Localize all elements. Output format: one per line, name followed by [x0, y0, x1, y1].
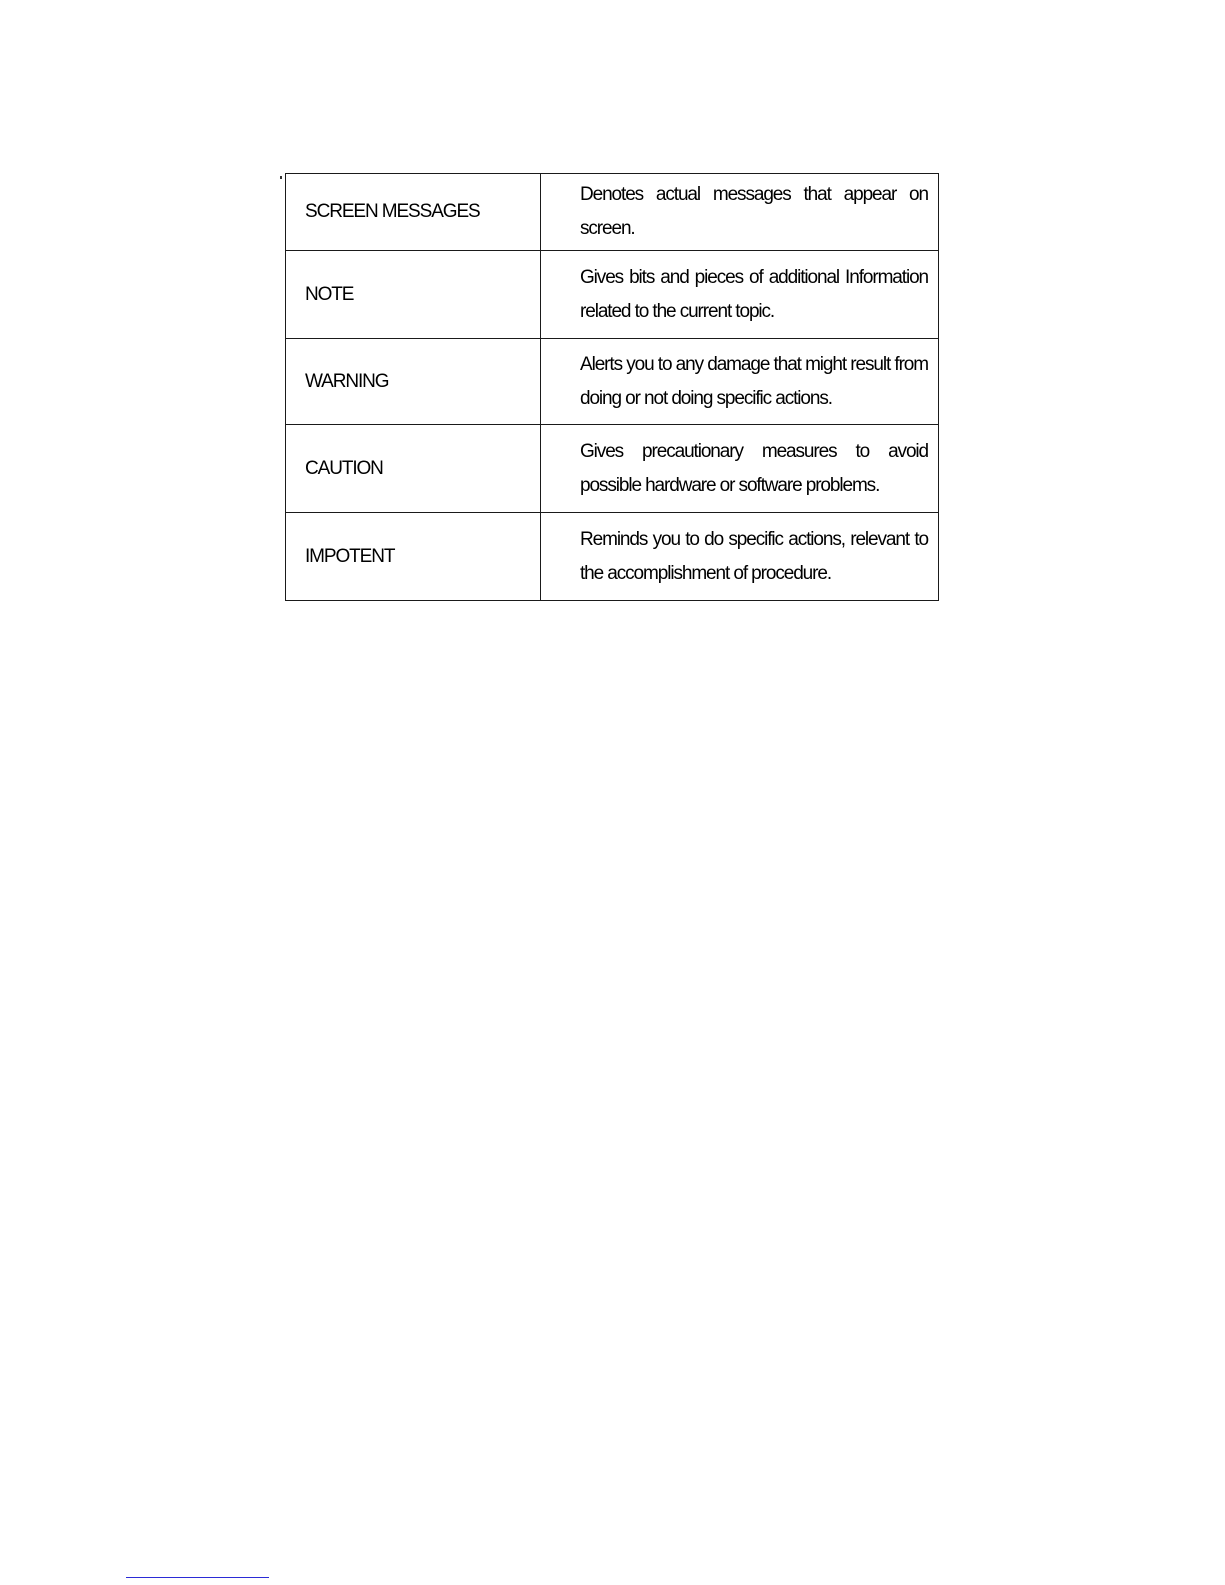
- table-row-screen-messages: [286, 174, 939, 251]
- table-row-impotent: [286, 513, 939, 601]
- term-cell: CAUTION: [286, 425, 541, 513]
- table-row-note: [286, 251, 939, 339]
- table-row-caution: [286, 425, 939, 513]
- conventions-table: [285, 173, 939, 601]
- term-cell: WARNING: [286, 339, 541, 425]
- description-cell: Denotes actual messages that appear on screen.: [541, 174, 939, 251]
- term-cell: SCREEN MESSAGES: [286, 174, 541, 251]
- term-cell: NOTE: [286, 251, 541, 339]
- description-cell: Gives precautionary measures to avoid possible hardware or software problems.: [541, 425, 939, 513]
- footnote-separator: [126, 1577, 269, 1578]
- table-corner-mark: [280, 176, 282, 179]
- description-cell: Alerts you to any damage that might result from doing or not doing specific actions.: [541, 339, 939, 425]
- description-cell: Reminds you to do specific actions, relevant to the accomplishment of procedure.: [541, 513, 939, 601]
- description-cell: Gives bits and pieces of additional Information related to the current topic.: [541, 251, 939, 339]
- table-row-warning: [286, 339, 939, 425]
- term-cell: IMPOTENT: [286, 513, 541, 601]
